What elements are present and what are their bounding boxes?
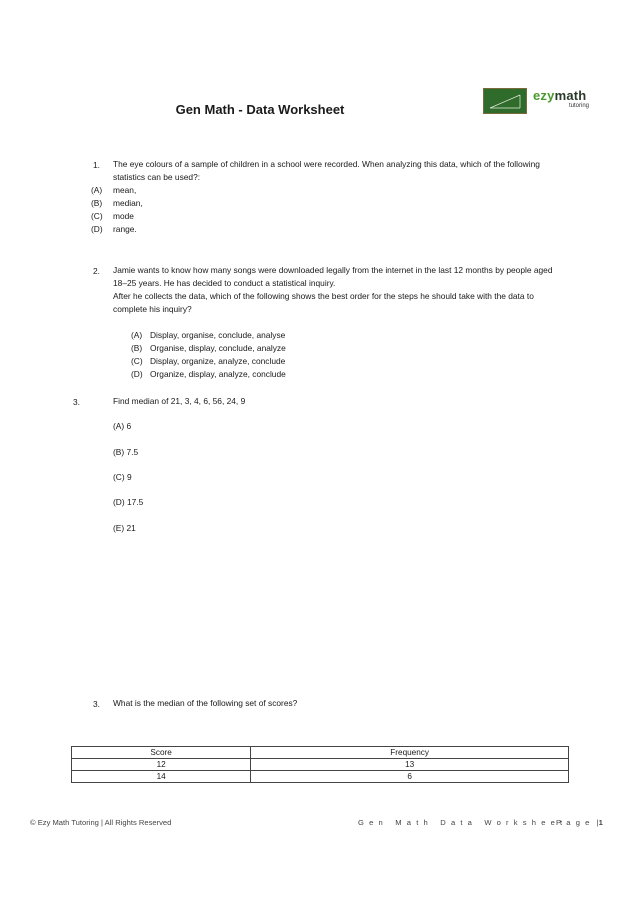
q2-text-1: Jamie wants to know how many songs were downloaded legally from the internet in the last 12 months by people aged 18–25 years. He has decided to conduct a statistical inquiry.	[113, 265, 553, 288]
q3-option-b: (B) 7.5	[113, 447, 139, 457]
table-cell: 6	[251, 771, 569, 783]
table-header-row	[72, 747, 569, 759]
q2-option-d: Organize, display, analyze, conclude	[150, 369, 286, 379]
q2-option-b-label: (B)	[131, 343, 143, 353]
q4-text: What is the median of the following set of scores?	[113, 698, 298, 708]
q2-option-a: Display, organise, conclude, analyse	[150, 330, 286, 340]
q1-option-a: mean,	[113, 185, 137, 195]
footer-page	[556, 818, 603, 827]
q3-option-d: (D) 17.5	[113, 497, 144, 507]
table-cell: 14	[72, 771, 251, 783]
logo-wordmark: ezymath	[533, 88, 587, 103]
q3-text: Find median of 21, 3, 4, 6, 56, 24, 9	[113, 396, 246, 406]
footer-page-label: Page	[556, 818, 595, 827]
q3-option-a: (A) 6	[113, 421, 132, 431]
table-row	[72, 771, 569, 783]
footer-doc-title: Gen Math Data Worksheet	[358, 818, 568, 827]
q1-option-d: range.	[113, 224, 137, 234]
footer-copyright: © Ezy Math Tutoring | All Rights Reserved	[30, 818, 172, 827]
q2-option-b: Organise, display, conclude, analyze	[150, 343, 286, 353]
q3-option-c: (C) 9	[113, 472, 132, 482]
table-header-score: Score	[72, 747, 251, 759]
q2-option-c: Display, organize, analyze, conclude	[150, 356, 286, 366]
table-cell: 12	[72, 759, 251, 771]
q1-text: The eye colours of a sample of children in a school were recorded. When analyzing this data, which of the following statistics can be used?:	[113, 159, 540, 182]
q1-option-c: mode	[113, 211, 134, 221]
footer-page-separator: |	[596, 818, 599, 827]
q3-number: 3.	[73, 397, 80, 407]
table-row	[72, 759, 569, 771]
logo	[483, 86, 613, 116]
q1-option-a-label: (A)	[91, 185, 103, 195]
chalkboard-icon	[483, 88, 527, 114]
q1-option-b: median,	[113, 198, 143, 208]
q1-option-b-label: (B)	[91, 198, 103, 208]
logo-subtitle: tutoring	[569, 103, 590, 109]
q2-option-c-label: (C)	[131, 356, 143, 366]
q1-option-c-label: (C)	[91, 211, 103, 221]
table-header-frequency: Frequency	[251, 747, 569, 759]
q2-option-a-label: (A)	[131, 330, 143, 340]
table-cell: 13	[251, 759, 569, 771]
q1-option-d-label: (D)	[91, 224, 103, 234]
page-title: Gen Math - Data Worksheet	[175, 102, 345, 117]
scores-table	[71, 746, 569, 783]
q2-option-d-label: (D)	[131, 369, 143, 379]
q1-number: 1.	[93, 160, 100, 170]
footer-page-number: 1	[598, 818, 603, 827]
q3-option-e: (E) 21	[113, 523, 136, 533]
q2-number: 2.	[93, 266, 100, 276]
q2-text-2: After he collects the data, which of the following shows the best order for the steps he should take with the data to complete his inquiry?	[113, 291, 534, 314]
q4-number: 3.	[93, 699, 100, 709]
